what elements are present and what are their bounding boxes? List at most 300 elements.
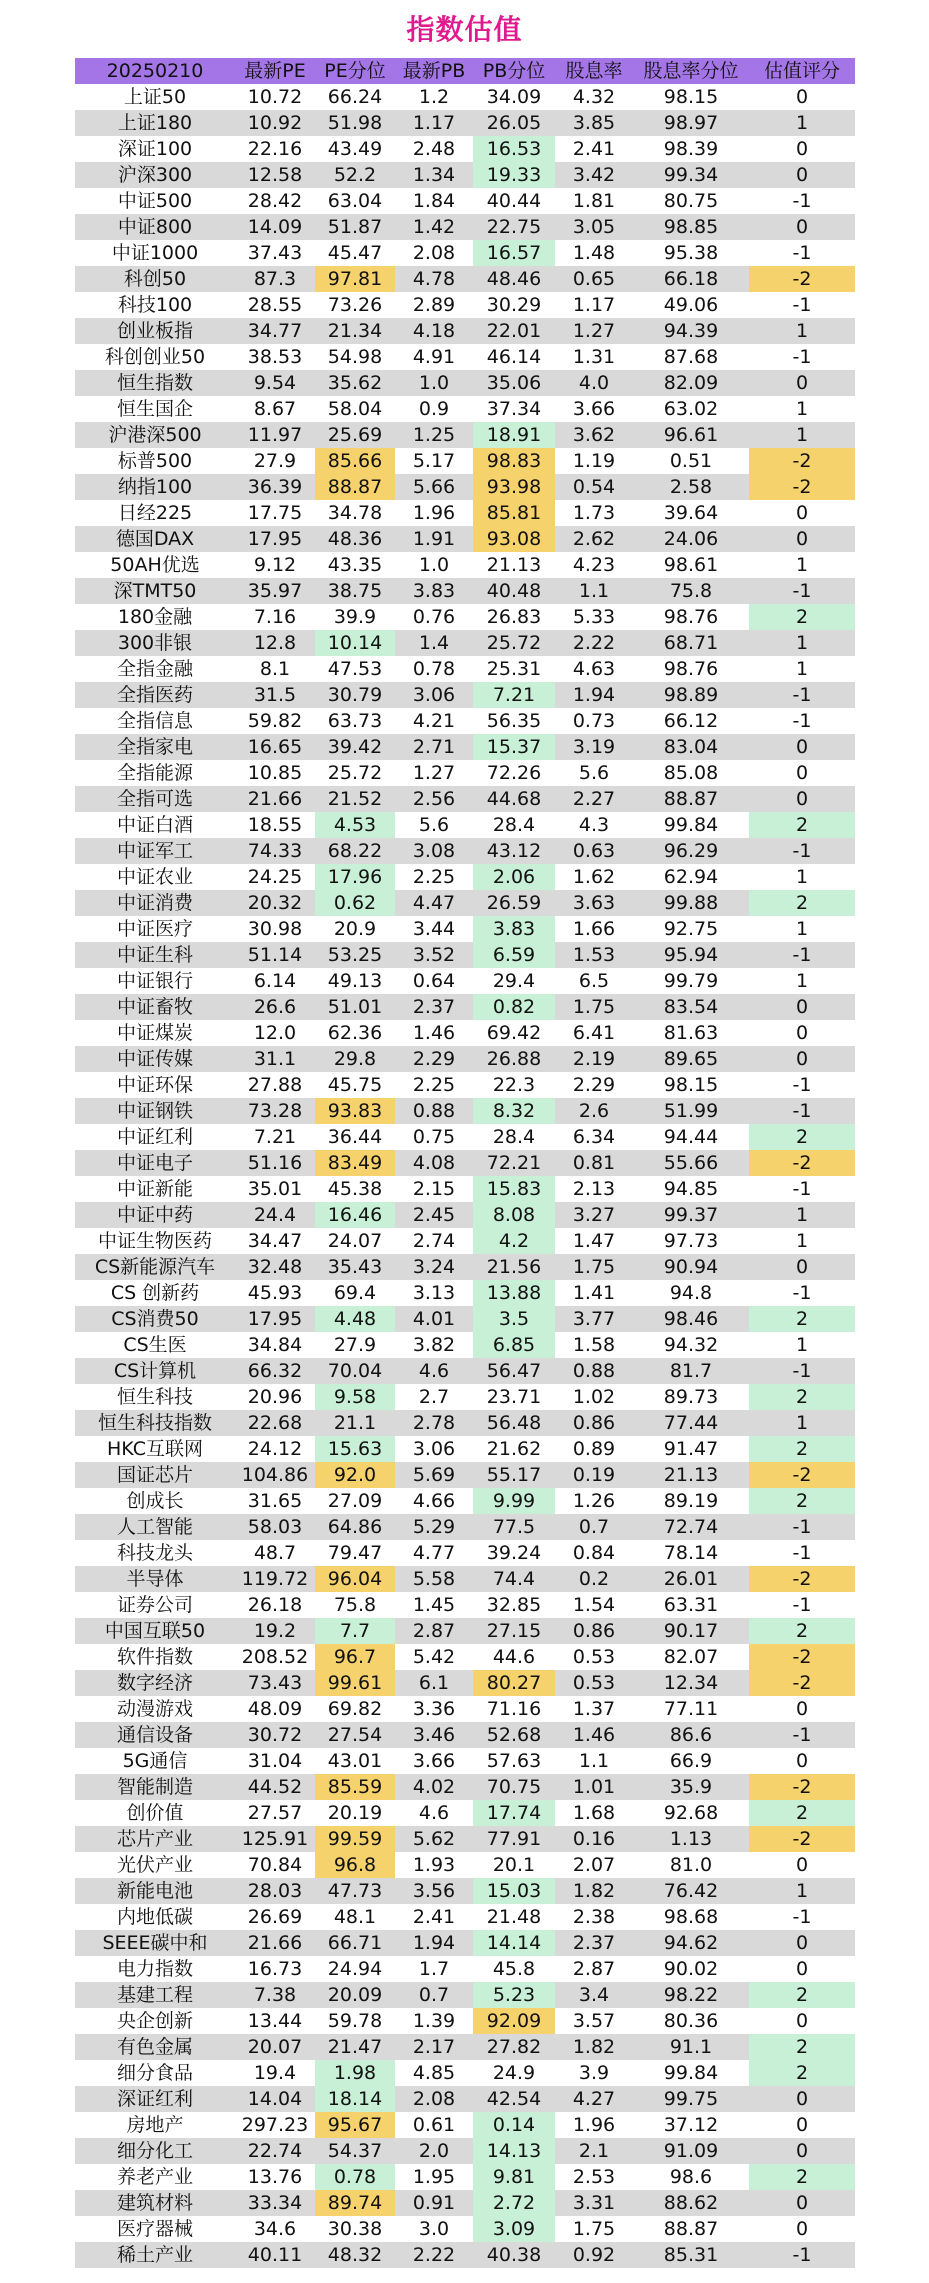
- cell-pe-percentile: 15.63: [315, 1436, 395, 1462]
- cell-dividend-yield: 5.33: [572, 606, 616, 628]
- cell-pe-percentile: 21.34: [315, 318, 395, 344]
- cell-pb-percentile: 92.09: [473, 2008, 555, 2034]
- cell-pe-percentile: 21.47: [315, 2034, 395, 2060]
- cell-dividend-percentile: 63.31: [663, 1594, 719, 1616]
- cell-pe-percentile: 39.42: [315, 734, 395, 760]
- cell-index-name: 深TMT50: [75, 578, 235, 604]
- cell-pb-percentile: 9.99: [473, 1488, 555, 1514]
- cell-dividend-yield: 2.62: [555, 526, 633, 552]
- table-row: [75, 1852, 855, 1878]
- cell-index-name: 中证500: [117, 190, 193, 212]
- header-latest-pb: 最新PB: [395, 58, 473, 84]
- table-row: [75, 136, 855, 162]
- cell-latest-pe: 10.72: [247, 86, 303, 108]
- cell-index-name: 芯片产业: [75, 1826, 235, 1852]
- cell-latest-pb: 3.36: [412, 1698, 456, 1720]
- cell-latest-pb: 5.69: [395, 1462, 473, 1488]
- cell-dividend-yield: 3.05: [555, 214, 633, 240]
- cell-valuation-score: 0: [749, 734, 855, 760]
- cell-valuation-score: 1: [749, 422, 855, 448]
- cell-dividend-yield: 1.82: [555, 2034, 633, 2060]
- cell-dividend-yield: 1.37: [572, 1698, 616, 1720]
- cell-pe-percentile: 51.01: [315, 994, 395, 1020]
- cell-valuation-score: 2: [749, 1124, 855, 1150]
- cell-pe-percentile: 43.35: [327, 554, 383, 576]
- cell-latest-pe: 125.91: [235, 1826, 315, 1852]
- cell-latest-pe: 14.09: [235, 214, 315, 240]
- cell-index-name: 全指可选: [75, 786, 235, 812]
- table-row: [75, 682, 855, 708]
- cell-latest-pb: 1.0: [395, 370, 473, 396]
- cell-pb-percentile: 34.09: [486, 86, 542, 108]
- cell-dividend-percentile: 91.47: [663, 1438, 719, 1460]
- cell-index-name: 180金融: [117, 606, 193, 628]
- cell-index-name: 中证800: [75, 214, 235, 240]
- table-row: [75, 214, 855, 240]
- table-row: [75, 1150, 855, 1176]
- cell-latest-pb: 3.06: [395, 682, 473, 708]
- cell-dividend-yield: 1.48: [572, 242, 616, 264]
- cell-dividend-percentile: 86.6: [633, 1722, 749, 1748]
- cell-dividend-yield: 4.3: [578, 814, 610, 836]
- cell-valuation-score: -2: [749, 266, 855, 292]
- cell-dividend-yield: 1.47: [572, 1230, 616, 1252]
- cell-dividend-yield: 0.92: [555, 2242, 633, 2268]
- table-row: [75, 1176, 855, 1202]
- cell-index-name: CS生医: [123, 1334, 187, 1356]
- cell-valuation-score: 1: [795, 918, 809, 940]
- cell-latest-pe: 24.25: [247, 866, 303, 888]
- table-header: [75, 58, 855, 84]
- cell-dividend-percentile: 88.87: [633, 786, 749, 812]
- cell-dividend-yield: 2.38: [572, 1906, 616, 1928]
- cell-dividend-yield: 0.16: [555, 1826, 633, 1852]
- table-row: [75, 474, 855, 500]
- cell-pb-percentile: 39.24: [486, 1542, 542, 1564]
- cell-dividend-yield: 1.81: [572, 190, 616, 212]
- cell-latest-pb: 0.78: [412, 658, 456, 680]
- table-row: [75, 942, 855, 968]
- table-row: [75, 240, 855, 266]
- cell-dividend-percentile: 88.62: [633, 2190, 749, 2216]
- cell-latest-pb: 2.29: [395, 1046, 473, 1072]
- cell-dividend-yield: 1.75: [572, 2218, 616, 2240]
- cell-latest-pe: 40.11: [235, 2242, 315, 2268]
- cell-index-name: 中证畜牧: [75, 994, 235, 1020]
- cell-pe-percentile: 20.9: [333, 918, 377, 940]
- cell-dividend-percentile: 96.61: [633, 422, 749, 448]
- cell-pb-percentile: 14.13: [473, 2138, 555, 2164]
- cell-valuation-score: 1: [749, 318, 855, 344]
- cell-index-name: 科创50: [75, 266, 235, 292]
- table-row: [75, 1644, 855, 1670]
- cell-pe-percentile: 48.1: [333, 1906, 377, 1928]
- cell-latest-pe: 208.52: [241, 1646, 309, 1668]
- cell-dividend-yield: 1.53: [555, 942, 633, 968]
- cell-dividend-yield: 0.84: [572, 1542, 616, 1564]
- cell-pb-percentile: 13.88: [473, 1280, 555, 1306]
- cell-index-name: 中证生科: [75, 942, 235, 968]
- cell-pe-percentile: 45.75: [327, 1074, 383, 1096]
- cell-dividend-yield: 6.41: [572, 1022, 616, 1044]
- cell-pe-percentile: 0.62: [315, 890, 395, 916]
- cell-latest-pe: 38.53: [247, 346, 303, 368]
- cell-dividend-yield: 3.4: [555, 1982, 633, 2008]
- cell-latest-pe: 30.72: [235, 1722, 315, 1748]
- cell-valuation-score: -1: [749, 942, 855, 968]
- cell-index-name: 建筑材料: [75, 2190, 235, 2216]
- cell-latest-pb: 3.08: [395, 838, 473, 864]
- cell-latest-pe: 21.66: [235, 1930, 315, 1956]
- cell-pb-percentile: 40.48: [473, 578, 555, 604]
- table-row: [75, 2242, 855, 2268]
- cell-dividend-yield: 1.58: [572, 1334, 616, 1356]
- table-row: [75, 1514, 855, 1540]
- cell-dividend-yield: 3.66: [572, 398, 616, 420]
- cell-dividend-yield: 1.17: [572, 294, 616, 316]
- cell-pb-percentile: 5.23: [473, 1982, 555, 2008]
- cell-pb-percentile: 27.15: [473, 1618, 555, 1644]
- cell-pe-percentile: 59.78: [327, 2010, 383, 2032]
- cell-pe-percentile: 88.87: [315, 474, 395, 500]
- cell-pe-percentile: 54.37: [315, 2138, 395, 2164]
- cell-valuation-score: -1: [792, 190, 812, 212]
- cell-latest-pb: 1.45: [412, 1594, 456, 1616]
- table-row: [75, 2034, 855, 2060]
- cell-dividend-yield: 5.6: [578, 762, 610, 784]
- cell-pb-percentile: 29.4: [492, 970, 536, 992]
- cell-dividend-percentile: 89.73: [663, 1386, 719, 1408]
- cell-pb-percentile: 25.72: [473, 630, 555, 656]
- cell-latest-pb: 2.74: [412, 1230, 456, 1252]
- cell-latest-pb: 3.56: [395, 1878, 473, 1904]
- cell-latest-pb: 3.83: [395, 578, 473, 604]
- cell-latest-pe: 73.28: [235, 1098, 315, 1124]
- cell-dividend-percentile: 98.85: [633, 214, 749, 240]
- cell-latest-pe: 26.18: [247, 1594, 303, 1616]
- cell-pb-percentile: 80.27: [473, 1670, 555, 1696]
- cell-index-name: 创价值: [126, 1802, 184, 1824]
- cell-pe-percentile: 48.36: [315, 526, 395, 552]
- cell-pe-percentile: 27.09: [327, 1490, 383, 1512]
- cell-dividend-percentile: 88.87: [663, 2218, 719, 2240]
- cell-valuation-score: 0: [749, 2138, 855, 2164]
- header-latest-pe: 最新PE: [235, 58, 315, 84]
- cell-valuation-score: 2: [749, 1436, 855, 1462]
- cell-valuation-score: -1: [749, 2242, 855, 2268]
- cell-dividend-percentile: 81.63: [663, 1022, 719, 1044]
- cell-dividend-percentile: 90.02: [663, 1958, 719, 1980]
- cell-pb-percentile: 72.21: [473, 1150, 555, 1176]
- cell-latest-pe: 8.1: [259, 658, 291, 680]
- cell-dividend-yield: 3.62: [555, 422, 633, 448]
- cell-index-name: CS新能源汽车: [75, 1254, 235, 1280]
- cell-latest-pb: 1.7: [418, 1958, 450, 1980]
- cell-dividend-yield: 3.19: [555, 734, 633, 760]
- table-row: [75, 760, 855, 786]
- cell-latest-pb: 3.24: [395, 1254, 473, 1280]
- cell-dividend-percentile: 55.66: [633, 1150, 749, 1176]
- cell-valuation-score: 2: [749, 890, 855, 916]
- cell-pe-percentile: 25.72: [327, 762, 383, 784]
- cell-valuation-score: 0: [795, 502, 809, 524]
- cell-dividend-yield: 3.57: [572, 2010, 616, 2032]
- cell-dividend-percentile: 12.34: [633, 1670, 749, 1696]
- cell-latest-pe: 27.9: [253, 450, 297, 472]
- cell-latest-pe: 28.55: [247, 294, 303, 316]
- cell-pb-percentile: 37.34: [486, 398, 542, 420]
- cell-pb-percentile: 26.59: [473, 890, 555, 916]
- cell-dividend-yield: 1.75: [555, 1254, 633, 1280]
- cell-latest-pe: 16.73: [247, 1958, 303, 1980]
- cell-dividend-percentile: 99.37: [633, 1202, 749, 1228]
- cell-dividend-percentile: 92.75: [663, 918, 719, 940]
- cell-pe-percentile: 4.48: [315, 1306, 395, 1332]
- cell-latest-pb: 4.66: [412, 1490, 456, 1512]
- cell-latest-pb: 3.44: [412, 918, 456, 940]
- cell-latest-pe: 34.47: [247, 1230, 303, 1252]
- table-row: [75, 578, 855, 604]
- cell-dividend-yield: 3.63: [555, 890, 633, 916]
- cell-valuation-score: 2: [749, 2034, 855, 2060]
- cell-dividend-percentile: 97.73: [663, 1230, 719, 1252]
- cell-dividend-percentile: 89.19: [663, 1490, 719, 1512]
- cell-dividend-yield: 3.27: [555, 1202, 633, 1228]
- cell-index-name: 深证红利: [75, 2086, 235, 2112]
- cell-latest-pb: 1.96: [412, 502, 456, 524]
- cell-latest-pe: 24.12: [247, 1438, 303, 1460]
- cell-pb-percentile: 21.13: [486, 554, 542, 576]
- cell-pe-percentile: 69.82: [327, 1698, 383, 1720]
- cell-index-name: 上证180: [75, 110, 235, 136]
- cell-dividend-yield: 2.6: [555, 1098, 633, 1124]
- cell-dividend-percentile: 90.94: [633, 1254, 749, 1280]
- cell-dividend-percentile: 2.58: [633, 474, 749, 500]
- cell-latest-pb: 1.34: [395, 162, 473, 188]
- cell-latest-pe: 51.14: [235, 942, 315, 968]
- cell-valuation-score: 2: [749, 1306, 855, 1332]
- cell-valuation-score: 0: [749, 370, 855, 396]
- table-row: [75, 630, 855, 656]
- cell-dividend-percentile: 95.94: [633, 942, 749, 968]
- cell-dividend-yield: 0.63: [555, 838, 633, 864]
- cell-latest-pb: 5.17: [412, 450, 456, 472]
- cell-pe-percentile: 38.75: [315, 578, 395, 604]
- cell-dividend-yield: 1.19: [572, 450, 616, 472]
- cell-latest-pe: 31.5: [235, 682, 315, 708]
- cell-valuation-score: -1: [792, 1906, 812, 1928]
- cell-dividend-percentile: 21.13: [633, 1462, 749, 1488]
- cell-pe-percentile: 51.98: [315, 110, 395, 136]
- cell-latest-pe: 7.16: [253, 606, 297, 628]
- table-row: [75, 2008, 855, 2034]
- page-title: 指数估值: [406, 13, 523, 46]
- cell-pb-percentile: 72.26: [486, 762, 542, 784]
- cell-pb-percentile: 25.31: [486, 658, 542, 680]
- table-row: [75, 1826, 855, 1852]
- cell-dividend-yield: 1.68: [572, 1802, 616, 1824]
- cell-valuation-score: 0: [749, 2086, 855, 2112]
- table-body: [75, 84, 855, 2268]
- cell-pb-percentile: 30.29: [486, 294, 542, 316]
- table-row: [75, 838, 855, 864]
- table-row: [75, 916, 855, 942]
- cell-pb-percentile: 2.72: [473, 2190, 555, 2216]
- cell-index-name: 恒生科技: [116, 1386, 193, 1408]
- cell-dividend-percentile: 49.06: [663, 294, 719, 316]
- table-row: [75, 890, 855, 916]
- table-row: [75, 1072, 855, 1098]
- cell-index-name: 证券公司: [116, 1594, 193, 1616]
- cell-dividend-percentile: 91.09: [633, 2138, 749, 2164]
- cell-dividend-yield: 1.27: [555, 318, 633, 344]
- table-row: [75, 1748, 855, 1774]
- cell-latest-pb: 0.76: [412, 606, 456, 628]
- cell-latest-pb: 2.71: [395, 734, 473, 760]
- cell-dividend-percentile: 96.29: [633, 838, 749, 864]
- header-pb-percentile: PB分位: [473, 58, 555, 84]
- cell-pe-percentile: 85.59: [315, 1774, 395, 1800]
- cell-dividend-percentile: 99.34: [633, 162, 749, 188]
- cell-latest-pe: 20.07: [235, 2034, 315, 2060]
- cell-latest-pb: 3.06: [412, 1438, 456, 1460]
- cell-valuation-score: 1: [795, 866, 809, 888]
- cell-pb-percentile: 9.81: [473, 2164, 555, 2190]
- cell-valuation-score: -2: [749, 448, 855, 474]
- cell-latest-pe: 11.97: [235, 422, 315, 448]
- cell-pb-percentile: 15.37: [473, 734, 555, 760]
- cell-latest-pe: 26.6: [235, 994, 315, 1020]
- cell-dividend-yield: 2.53: [572, 2166, 616, 2188]
- cell-latest-pe: 33.34: [235, 2190, 315, 2216]
- table-row: [75, 734, 855, 760]
- cell-pe-percentile: 20.09: [315, 1982, 395, 2008]
- cell-valuation-score: -1: [749, 1098, 855, 1124]
- cell-valuation-score: -1: [792, 346, 812, 368]
- cell-dividend-yield: 1.02: [572, 1386, 616, 1408]
- cell-dividend-percentile: 98.15: [663, 1074, 719, 1096]
- cell-pb-percentile: 48.46: [473, 266, 555, 292]
- cell-index-name: 全指信息: [116, 710, 193, 732]
- cell-dividend-yield: 3.31: [555, 2190, 633, 2216]
- cell-pe-percentile: 63.04: [327, 190, 383, 212]
- cell-pb-percentile: 7.21: [473, 682, 555, 708]
- cell-valuation-score: 0: [795, 1022, 809, 1044]
- cell-latest-pe: 17.95: [235, 526, 315, 552]
- cell-latest-pb: 0.64: [412, 970, 456, 992]
- cell-latest-pe: 34.6: [253, 2218, 297, 2240]
- cell-valuation-score: 2: [749, 812, 855, 838]
- cell-index-name: 有色金属: [75, 2034, 235, 2060]
- cell-latest-pe: 12.8: [235, 630, 315, 656]
- cell-dividend-yield: 0.65: [555, 266, 633, 292]
- cell-index-name: 深证100: [117, 138, 193, 160]
- cell-latest-pe: 13.76: [247, 2166, 303, 2188]
- table-row: [75, 188, 855, 214]
- cell-pb-percentile: 26.88: [473, 1046, 555, 1072]
- cell-pb-percentile: 77.91: [473, 1826, 555, 1852]
- cell-latest-pb: 2.0: [395, 2138, 473, 2164]
- cell-latest-pe: 27.57: [247, 1802, 303, 1824]
- cell-dividend-percentile: 98.97: [633, 110, 749, 136]
- cell-pb-percentile: 21.62: [486, 1438, 542, 1460]
- cell-latest-pe: 74.33: [235, 838, 315, 864]
- cell-valuation-score: 0: [795, 2010, 809, 2032]
- header-dividend-percentile: 股息率分位: [633, 58, 749, 84]
- cell-index-name: 中证白酒: [116, 814, 193, 836]
- cell-index-name: 中证1000: [111, 242, 199, 264]
- cell-pe-percentile: 63.73: [327, 710, 383, 732]
- cell-pb-percentile: 77.5: [473, 1514, 555, 1540]
- cell-valuation-score: 0: [749, 1046, 855, 1072]
- cell-dividend-yield: 0.88: [555, 1358, 633, 1384]
- cell-pb-percentile: 21.56: [473, 1254, 555, 1280]
- cell-dividend-yield: 1.75: [555, 994, 633, 1020]
- cell-index-name: 300非银: [75, 630, 235, 656]
- cell-index-name: 50AH优选: [110, 554, 200, 576]
- cell-pb-percentile: 40.38: [473, 2242, 555, 2268]
- cell-dividend-percentile: 62.94: [663, 866, 719, 888]
- cell-dividend-percentile: 85.31: [633, 2242, 749, 2268]
- cell-valuation-score: 2: [749, 1800, 855, 1826]
- cell-latest-pb: 0.91: [395, 2190, 473, 2216]
- table-row: [75, 1956, 855, 1982]
- table-row: [75, 318, 855, 344]
- header-dividend-yield: 股息率: [555, 58, 633, 84]
- cell-latest-pe: 12.0: [253, 1022, 297, 1044]
- cell-index-name: CS消费50: [75, 1306, 235, 1332]
- cell-valuation-score: -1: [749, 1358, 855, 1384]
- cell-pb-percentile: 44.6: [492, 1646, 536, 1668]
- cell-latest-pb: 1.0: [418, 554, 450, 576]
- cell-index-name: 恒生指数: [75, 370, 235, 396]
- cell-latest-pb: 4.18: [395, 318, 473, 344]
- cell-latest-pb: 2.56: [395, 786, 473, 812]
- cell-valuation-score: 2: [749, 2164, 855, 2190]
- cell-latest-pe: 12.58: [235, 162, 315, 188]
- table-row: [75, 1774, 855, 1800]
- cell-index-name: 基建工程: [75, 1982, 235, 2008]
- cell-dividend-yield: 1.62: [572, 866, 616, 888]
- cell-dividend-percentile: 75.8: [633, 578, 749, 604]
- cell-index-name: 央企创新: [116, 2010, 193, 2032]
- cell-valuation-score: 2: [749, 1488, 855, 1514]
- cell-index-name: 中证钢铁: [75, 1098, 235, 1124]
- cell-latest-pb: 1.84: [412, 190, 456, 212]
- cell-index-name: 医疗器械: [116, 2218, 193, 2240]
- cell-valuation-score: -2: [749, 1462, 855, 1488]
- cell-dividend-percentile: 80.36: [663, 2010, 719, 2032]
- cell-pb-percentile: 52.68: [473, 1722, 555, 1748]
- cell-pe-percentile: 7.7: [315, 1618, 395, 1644]
- cell-dividend-percentile: 82.07: [663, 1646, 719, 1668]
- cell-index-name: 科创创业50: [104, 346, 206, 368]
- cell-dividend-yield: 0.81: [555, 1150, 633, 1176]
- cell-valuation-score: -1: [792, 710, 812, 732]
- cell-latest-pb: 1.93: [412, 1854, 456, 1876]
- cell-pe-percentile: 54.98: [327, 346, 383, 368]
- cell-pb-percentile: 6.85: [473, 1332, 555, 1358]
- cell-index-name: 智能制造: [75, 1774, 235, 1800]
- cell-pe-percentile: 75.8: [333, 1594, 377, 1616]
- cell-latest-pb: 0.88: [395, 1098, 473, 1124]
- cell-dividend-percentile: 26.01: [633, 1566, 749, 1592]
- cell-latest-pe: 32.48: [235, 1254, 315, 1280]
- cell-index-name: 房地产: [126, 2114, 184, 2136]
- cell-latest-pe: 35.01: [247, 1178, 303, 1200]
- cell-pb-percentile: 42.54: [473, 2086, 555, 2112]
- cell-pe-percentile: 52.2: [315, 162, 395, 188]
